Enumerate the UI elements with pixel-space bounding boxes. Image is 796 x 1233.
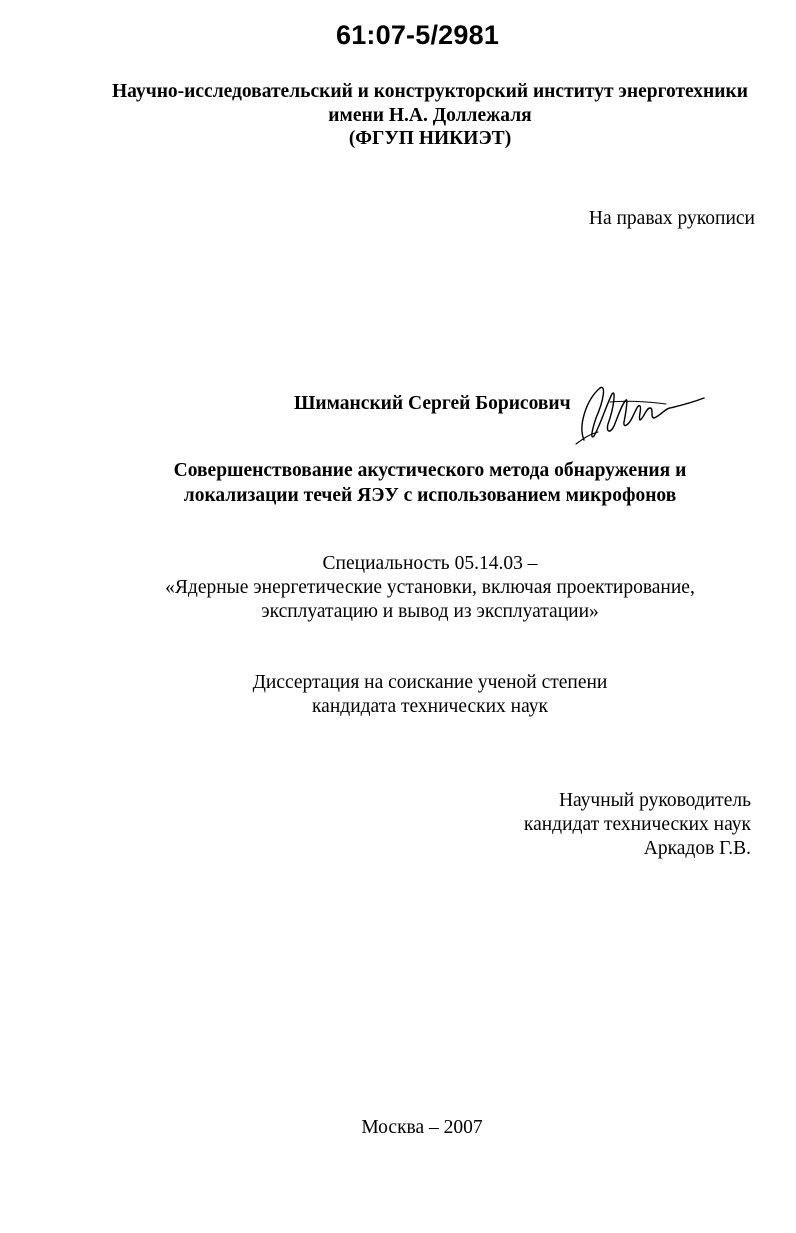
specialty-line-1: Специальность 05.14.03 – [322, 553, 538, 574]
supervisor-block [524, 789, 751, 861]
institute-name-line-2: имени Н.А. Доллежаля [328, 104, 532, 126]
handwritten-signature-icon [570, 378, 710, 450]
specialty-line-2: «Ядерные энергетические установки, включая проектирование, [165, 577, 695, 598]
degree-line-2: кандидата технических наук [312, 696, 548, 717]
catalog-number: 61:07-5/2981 [336, 20, 500, 50]
thesis-title-line-2: локализации течей ЯЭУ с использованием микрофонов [183, 485, 677, 506]
rights-note: На правах рукописи [588, 208, 755, 229]
thesis-title [0, 458, 796, 508]
specialty-line-3: эксплуатацию и вывод из эксплуатации» [261, 601, 599, 622]
degree-statement [0, 671, 796, 719]
specialty [0, 552, 796, 624]
thesis-title-line-1: Совершенствование акустического метода обнаружения и [173, 460, 687, 481]
supervisor-degree: кандидат технических наук [523, 814, 751, 835]
supervisor-name: Аркадов Г.В. [643, 838, 751, 859]
institute-abbreviation: (ФГУП НИКИЭТ) [348, 128, 512, 149]
institute-name-line-1: Научно-исследовательский и конструкторский институт энерготехники [112, 81, 748, 102]
author-name: Шиманский Сергей Борисович [294, 393, 571, 414]
institute-header [0, 80, 796, 151]
city-year: Москва – 2007 [361, 1117, 483, 1138]
supervisor-role: Научный руководитель [558, 790, 751, 811]
degree-line-1: Диссертация на соискание ученой степени [252, 672, 608, 693]
